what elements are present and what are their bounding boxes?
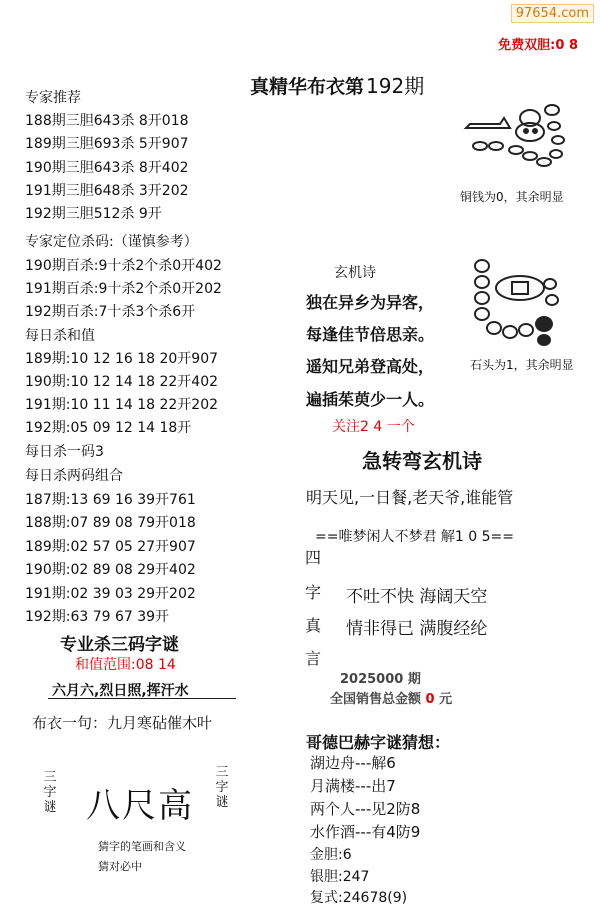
riddle-line: 六月六,烈日照,挥汗水 xyxy=(52,683,189,699)
riddle-hint: 猜字的笔画和含义 xyxy=(98,840,186,853)
sales-line xyxy=(330,688,452,707)
riddle-hint: 猜对必中 xyxy=(98,860,142,873)
position-kill-line: 190期百杀:9十杀2个杀0开402 xyxy=(25,258,222,274)
poem-line: 每逢佳节倍思亲。 xyxy=(306,325,435,344)
buyi-sentence: 布衣一句：九月寒砧催木叶 xyxy=(32,714,213,732)
four-char-label: 四 xyxy=(305,548,322,567)
sum-kill-line: 189期:10 12 16 18 20开907 xyxy=(25,351,219,367)
two-code-line: 189期:02 57 05 27开907 xyxy=(25,539,196,555)
combo-pick: 复式:24678(9) xyxy=(310,890,408,906)
dream-line: ==唯梦闲人不梦君 解1 0 5== xyxy=(315,529,514,545)
issue-line: 2025000 期 xyxy=(340,672,421,687)
riddle-heading: 专业杀三码字谜 xyxy=(60,635,179,655)
two-code-line: 191期:02 39 03 29开202 xyxy=(25,586,196,602)
riddle-big-text: 八尺高 xyxy=(86,786,194,826)
riddle-label-right: 三字谜 xyxy=(215,765,229,810)
picture-caption: 铜钱为0，其余明显 xyxy=(460,190,564,204)
expert-line: 192期三胆512杀 9开 xyxy=(25,206,162,222)
picture-caption: 石头为1，其余明显 xyxy=(470,358,574,372)
four-char-label: 字 xyxy=(305,583,322,602)
poem-title: 玄机诗 xyxy=(334,265,376,281)
brain-teaser-line: 明天见,一日餐,老天爷,谁能管 xyxy=(306,488,514,507)
issue-number: 192期 xyxy=(366,74,425,98)
divider xyxy=(48,698,236,699)
sum-kill-line: 190期:10 12 14 18 22开402 xyxy=(25,374,219,390)
sum-range: 和值范围:08 14 xyxy=(75,657,176,673)
goldbach-line: 水作酒---有4防9 xyxy=(310,823,421,841)
position-kill-heading: 专家定位杀码:（谨慎参考） xyxy=(25,234,198,250)
title-text: 真精华布衣第 xyxy=(250,76,365,98)
position-kill-line: 191期百杀:9十杀2个杀0开202 xyxy=(25,281,222,297)
idiom-line: 情非得已 满腹经纶 xyxy=(346,619,488,639)
goldbach-line: 两个人---见2防8 xyxy=(310,800,421,818)
position-kill-line: 192期百杀:7十杀3个杀6开 xyxy=(25,304,196,320)
brain-teaser-title: 急转弯玄机诗 xyxy=(362,449,482,473)
two-code-line: 188期:07 89 08 79开018 xyxy=(25,515,196,531)
sum-kill-line: 191期:10 11 14 18 22开202 xyxy=(25,397,219,413)
sum-kill-line: 192期:05 09 12 14 18开 xyxy=(25,420,192,436)
four-char-label: 真 xyxy=(305,616,322,635)
sales-unit: 元 xyxy=(439,692,453,707)
sum-kill-heading: 每日杀和值 xyxy=(25,328,95,344)
sales-amount: 0 xyxy=(425,692,435,707)
expert-line: 191期三胆648杀 3开202 xyxy=(25,183,189,199)
gold-pick: 金胆:6 xyxy=(310,847,352,863)
poem-line: 遍插茱萸少一人。 xyxy=(306,390,435,409)
riddle-label-left: 三字谜 xyxy=(43,770,57,815)
page-title xyxy=(250,70,424,99)
follow-label: 关注2 4 一个 xyxy=(332,419,415,435)
stone-pictogram xyxy=(472,256,564,348)
four-char-label: 言 xyxy=(305,649,322,668)
expert-line: 188期三胆643杀 8开018 xyxy=(25,113,189,129)
silver-pick: 银胆:247 xyxy=(310,869,370,885)
poem-line: 遥知兄弟登高处， xyxy=(306,357,435,376)
expert-heading: 专家推荐 xyxy=(25,90,81,106)
goldbach-line: 月满楼---出7 xyxy=(310,777,396,795)
coin-pictogram xyxy=(460,96,585,181)
two-code-line: 190期:02 89 08 29开402 xyxy=(25,562,196,578)
poem-line: 独在异乡为异客， xyxy=(306,293,435,312)
two-code-line: 187期:13 69 16 39开761 xyxy=(25,492,196,508)
free-pair-label: 免费双胆:0 8 xyxy=(498,38,578,53)
goldbach-title: 哥德巴赫字谜猜想： xyxy=(306,733,451,752)
idiom-line: 不吐不快 海阔天空 xyxy=(346,587,488,607)
site-watermark: 97654.com xyxy=(511,4,594,23)
expert-line: 190期三胆643杀 8开402 xyxy=(25,160,189,176)
two-code-heading: 每日杀两码组合 xyxy=(25,468,123,484)
two-code-line: 192期:63 79 67 39开 xyxy=(25,609,170,625)
expert-line: 189期三胆693杀 5开907 xyxy=(25,136,189,152)
goldbach-line: 湖边舟---解6 xyxy=(310,754,396,772)
sales-prefix: 全国销售总金额 xyxy=(330,692,422,707)
kill-one-code: 每日杀一码3 xyxy=(25,444,104,460)
